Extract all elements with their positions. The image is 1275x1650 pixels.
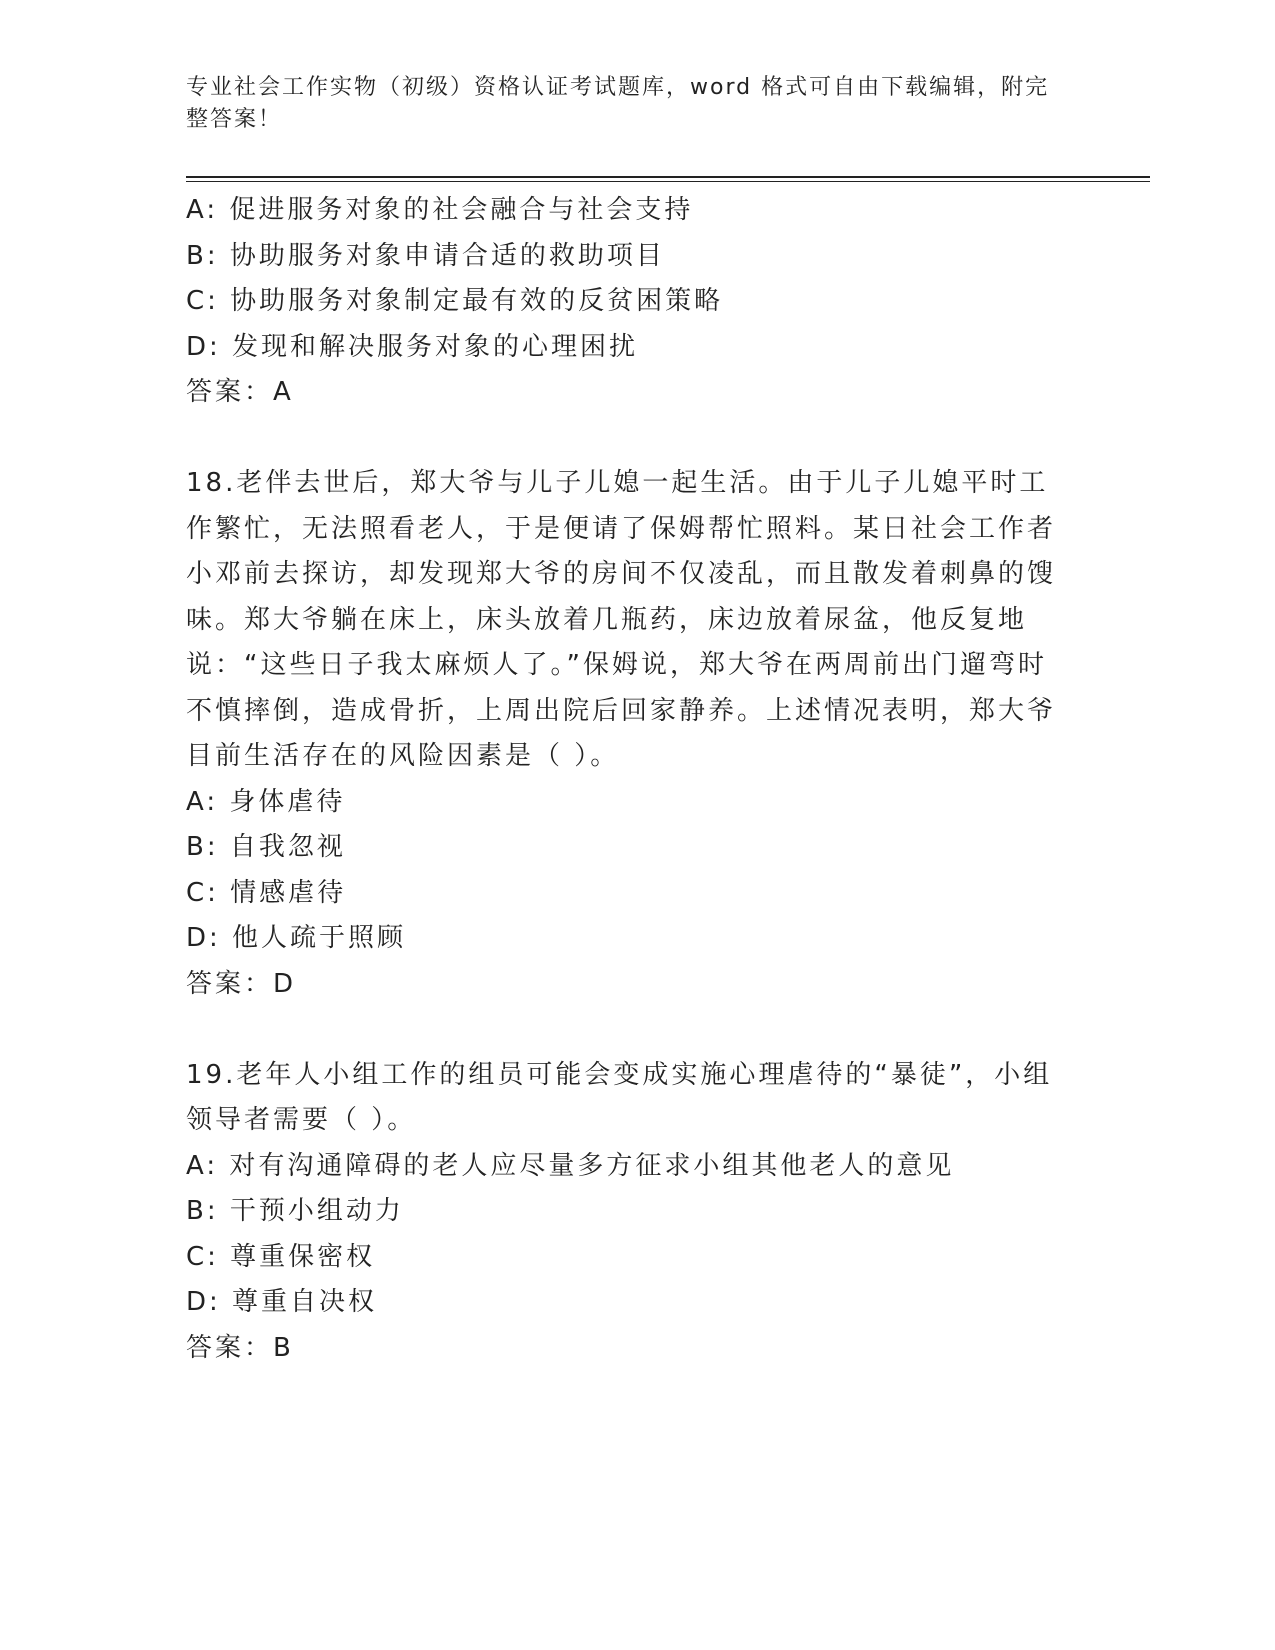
answer-19: 答案：B — [186, 1332, 294, 1363]
option-b: B: 协助服务对象申请合适的救助项目 — [186, 240, 665, 271]
header-rule-thick — [186, 176, 1150, 178]
option-a: A: 促进服务对象的社会融合与社会支持 — [186, 195, 694, 225]
option-b: B: 自我忽视 — [186, 832, 346, 862]
answer-17: 答案：A — [186, 377, 294, 407]
option-c: C: 情感虐待 — [186, 877, 347, 908]
option-c: C: 尊重保密权 — [186, 1241, 376, 1272]
header-rule-thin — [186, 181, 1150, 182]
spacer — [186, 1007, 1086, 1053]
option-d: D: 他人疏于照顾 — [186, 923, 407, 953]
question-19 — [186, 1053, 1086, 1372]
question-18 — [186, 461, 1086, 1007]
option-d: D: 发现和解决服务对象的心理困扰 — [186, 331, 639, 362]
question-stem-19: 19.老年人小组工作的组员可能会变成实施心理虐待的“暴徒”，小组领导者需要（ ）。 — [186, 1059, 1053, 1135]
spacer — [186, 416, 1086, 462]
page-header: 专业社会工作实物（初级）资格认证考试题库，word 格式可自由下载编辑，附完整答案！ — [186, 75, 1050, 132]
question-list — [186, 188, 1086, 1371]
question-stem-18: 18.老伴去世后，郑大爷与儿子儿媳一起生活。由于儿子儿媳平时工作繁忙，无法照看老人，于是便请了保姆帮忙照料。某日社会工作者小邓前去探访，却发现郑大爷的房间不仅凌乱，而且散发着刺鼻的馊味。郑大爷躺在床上，床头放着几瓶药，床边放着尿盆，他反复地说：“这些日子我太麻烦人了。”保姆说，郑大爷在两周前出门遛弯时不慎摔倒，造成骨折，上周出院后回家静养。上述情况表明，郑大爷目前生活存在的风险因素是（ ）。 — [186, 468, 1057, 771]
answer-18: 答案：D — [186, 968, 297, 999]
option-a: A: 对有沟通障碍的老人应尽量多方征求小组其他老人的意见 — [186, 1150, 955, 1181]
option-b: B: 干预小组动力 — [186, 1196, 404, 1226]
option-a: A: 身体虐待 — [186, 786, 346, 817]
option-c: C: 协助服务对象制定最有效的反贫困策略 — [186, 286, 724, 316]
option-d: D: 尊重自决权 — [186, 1287, 378, 1317]
question-17 — [186, 188, 1086, 416]
